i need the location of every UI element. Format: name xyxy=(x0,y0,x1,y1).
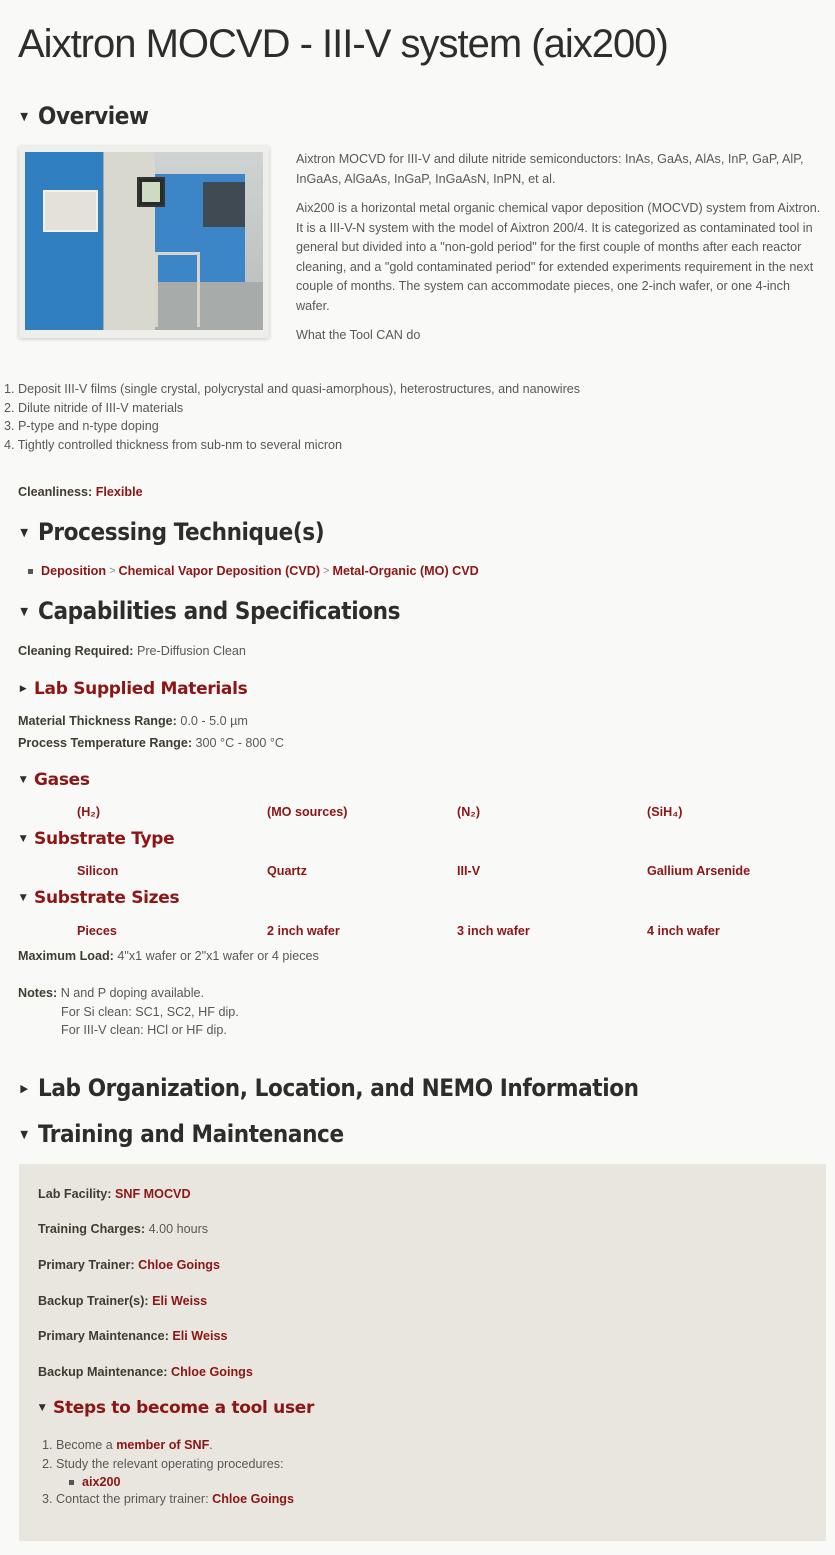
thickness-label: Material Thickness Range: xyxy=(18,714,177,728)
list-item: 1. Deposit III-V films (single crystal, polycrystal and quasi-amorphous), heterostructures, and nanowires xyxy=(4,382,581,396)
link-deposition[interactable]: Deposition xyxy=(41,564,107,578)
page-title: Aixtron MOCVD - III-V system (aix200) xyxy=(18,22,668,66)
lab-facility-row xyxy=(38,1187,191,1201)
backup-trainer-label: Backup Trainer(s): xyxy=(38,1294,149,1308)
substrate-type-toggle[interactable] xyxy=(18,829,174,849)
caret-down-icon: ▼ xyxy=(20,604,28,618)
gas-item: (N₂) xyxy=(457,805,481,819)
gases-toggle[interactable] xyxy=(18,770,90,790)
backup-trainer-link[interactable]: Eli Weiss xyxy=(152,1294,208,1308)
cleaning-label: Cleaning Required: xyxy=(18,644,134,658)
primary-trainer-link[interactable]: Chloe Goings xyxy=(138,1258,220,1272)
primary-maintenance-link[interactable]: Eli Weiss xyxy=(172,1329,228,1343)
thickness-row xyxy=(18,714,248,728)
backup-maintenance-link[interactable]: Chloe Goings xyxy=(170,1365,253,1379)
temperature-row xyxy=(18,736,284,750)
max-load-row xyxy=(18,949,319,963)
capabilities-heading: Capabilities and Specifications xyxy=(38,597,401,625)
gas-item: (MO sources) xyxy=(267,805,348,819)
substrate-type-item: Quartz xyxy=(267,864,307,878)
overview-heading: Overview xyxy=(38,102,149,130)
training-toggle[interactable] xyxy=(18,1120,344,1148)
overview-paragraph: Aixtron MOCVD for III-V and dilute nitride semiconductors: InAs, GaAs, AlAs, InP, GaP, AlP, InGaAs, AlGaAs, InGaP, InGaAsN, InPN, et al. xyxy=(296,152,804,186)
bullet-icon xyxy=(69,1480,74,1485)
caret-down-icon: ▼ xyxy=(38,1403,46,1413)
can-do-list xyxy=(4,380,580,454)
processing-breadcrumb xyxy=(28,564,479,578)
backup-maintenance-row xyxy=(38,1365,253,1379)
processing-heading: Processing Technique(s) xyxy=(38,518,325,546)
overview-paragraph: Aix200 is a horizontal metal organic chemical vapor deposition (MOCVD) system from Aixtron. It is a III-V-N system with the model of Aixtron 200/4. It is categorized as contaminated tool in general but divided into a "non-gold period" for the first couple of months after each reactor cleaning, and a "gold contaminated period" for extended experiments requirement in the next couple of months. The system can accommodate pieces, one 2-inch wafer, or one 4-inch wafer. xyxy=(296,201,821,313)
step-text: 1. Become a xyxy=(42,1438,117,1452)
separator: > xyxy=(109,565,116,577)
caret-down-icon: ▼ xyxy=(19,775,27,785)
temperature-value: 300 °C - 800 °C xyxy=(195,736,285,750)
cleanliness-link[interactable]: Flexible xyxy=(95,485,143,499)
training-charges-value: 4.00 hours xyxy=(148,1222,209,1236)
bullet-icon xyxy=(28,569,33,574)
step-subitem xyxy=(42,1474,294,1490)
capabilities-toggle[interactable] xyxy=(18,597,400,625)
cleanliness-row xyxy=(18,485,143,499)
caret-right-icon: ▶ xyxy=(19,684,27,694)
substrate-sizes-toggle[interactable] xyxy=(18,888,179,908)
step-item xyxy=(42,1490,294,1509)
separator: > xyxy=(323,565,330,577)
steps-toggle[interactable] xyxy=(37,1398,314,1418)
steps-heading: Steps to become a tool user xyxy=(53,1398,315,1418)
cleanliness-label: Cleanliness: xyxy=(18,485,93,499)
cleaning-value: Pre-Diffusion Clean xyxy=(136,644,246,658)
training-charges-row xyxy=(38,1222,208,1236)
substrate-size-item: 3 inch wafer xyxy=(457,924,530,938)
list-item: 2. Dilute nitride of III-V materials xyxy=(4,400,184,415)
max-load-value: 4"x1 wafer or 2"x1 wafer or 4 pieces xyxy=(117,949,319,963)
caret-down-icon: ▼ xyxy=(19,834,27,844)
lab-org-heading: Lab Organization, Location, and NEMO Information xyxy=(38,1074,639,1102)
thickness-value: 0.0 - 5.0 µm xyxy=(180,714,248,728)
cleaning-required-row xyxy=(18,644,246,658)
substrate-size-item: Pieces xyxy=(77,924,117,938)
steps-list xyxy=(42,1436,294,1510)
lab-materials-heading: Lab Supplied Materials xyxy=(34,679,248,699)
substrate-size-item: 2 inch wafer xyxy=(267,924,340,938)
step-text: 3. Contact the primary trainer: xyxy=(42,1492,213,1507)
primary-maintenance-label: Primary Maintenance: xyxy=(38,1329,169,1343)
notes-label: Notes: xyxy=(18,986,58,1000)
substrate-sizes-heading: Substrate Sizes xyxy=(34,888,180,908)
primary-trainer-contact-link[interactable]: Chloe Goings xyxy=(212,1492,294,1507)
caret-down-icon: ▼ xyxy=(20,525,28,539)
note-line: For Si clean: SC1, SC2, HF dip. xyxy=(61,1004,239,1019)
caret-down-icon: ▼ xyxy=(19,893,27,903)
list-item: 3. P-type and n-type doping xyxy=(4,419,159,434)
substrate-sizes-list xyxy=(77,924,835,938)
caret-right-icon: ▶ xyxy=(20,1081,28,1095)
step-item: 2. Study the relevant operating procedures: xyxy=(42,1457,284,1472)
note-line: N and P doping available. xyxy=(60,986,204,1000)
gas-item: (H₂) xyxy=(77,805,101,819)
backup-trainer-row xyxy=(38,1294,207,1308)
substrate-type-item: Silicon xyxy=(77,864,119,878)
list-item: 4. Tightly controlled thickness from sub-nm to several micron xyxy=(4,437,343,452)
tool-photo xyxy=(19,146,269,338)
gases-list xyxy=(77,805,835,819)
lab-org-toggle[interactable] xyxy=(18,1074,639,1102)
caret-down-icon: ▼ xyxy=(20,109,28,123)
notes-block xyxy=(18,984,239,1040)
overview-description xyxy=(296,150,824,356)
substrate-type-item: III-V xyxy=(457,864,481,878)
member-of-snf-link[interactable]: member of SNF xyxy=(116,1438,210,1452)
step-item xyxy=(42,1436,294,1455)
substrate-type-heading: Substrate Type xyxy=(34,829,175,849)
substrate-type-item: Gallium Arsenide xyxy=(647,864,751,878)
link-mocvd[interactable]: Metal-Organic (MO) CVD xyxy=(332,564,479,578)
max-load-label: Maximum Load: xyxy=(18,949,114,963)
note-line: For III-V clean: HCl or HF dip. xyxy=(61,1023,227,1037)
primary-trainer-label: Primary Trainer: xyxy=(38,1258,135,1272)
temperature-label: Process Temperature Range: xyxy=(18,736,193,750)
can-do-heading: What the Tool CAN do xyxy=(296,328,421,342)
primary-trainer-row xyxy=(38,1258,220,1272)
primary-maintenance-row xyxy=(38,1329,227,1343)
processing-toggle[interactable] xyxy=(18,518,324,546)
lab-facility-link[interactable]: SNF MOCVD xyxy=(114,1187,191,1201)
gas-item: (SiH₄) xyxy=(647,805,683,819)
lab-materials-toggle[interactable] xyxy=(18,679,247,699)
backup-maintenance-label: Backup Maintenance: xyxy=(38,1365,168,1379)
training-heading: Training and Maintenance xyxy=(38,1120,344,1148)
link-cvd[interactable]: Chemical Vapor Deposition (CVD) xyxy=(118,564,321,578)
substrate-type-list xyxy=(77,864,835,878)
lab-facility-label: Lab Facility: xyxy=(38,1187,112,1201)
aix200-procedure-link[interactable]: aix200 xyxy=(82,1475,121,1490)
substrate-size-item: 4 inch wafer xyxy=(647,924,720,938)
overview-toggle[interactable] xyxy=(18,102,149,130)
caret-down-icon: ▼ xyxy=(20,1127,28,1141)
gases-heading: Gases xyxy=(34,770,90,790)
step-text: . xyxy=(209,1438,213,1452)
tool-photo-image xyxy=(25,152,263,330)
training-charges-label: Training Charges: xyxy=(38,1222,146,1236)
